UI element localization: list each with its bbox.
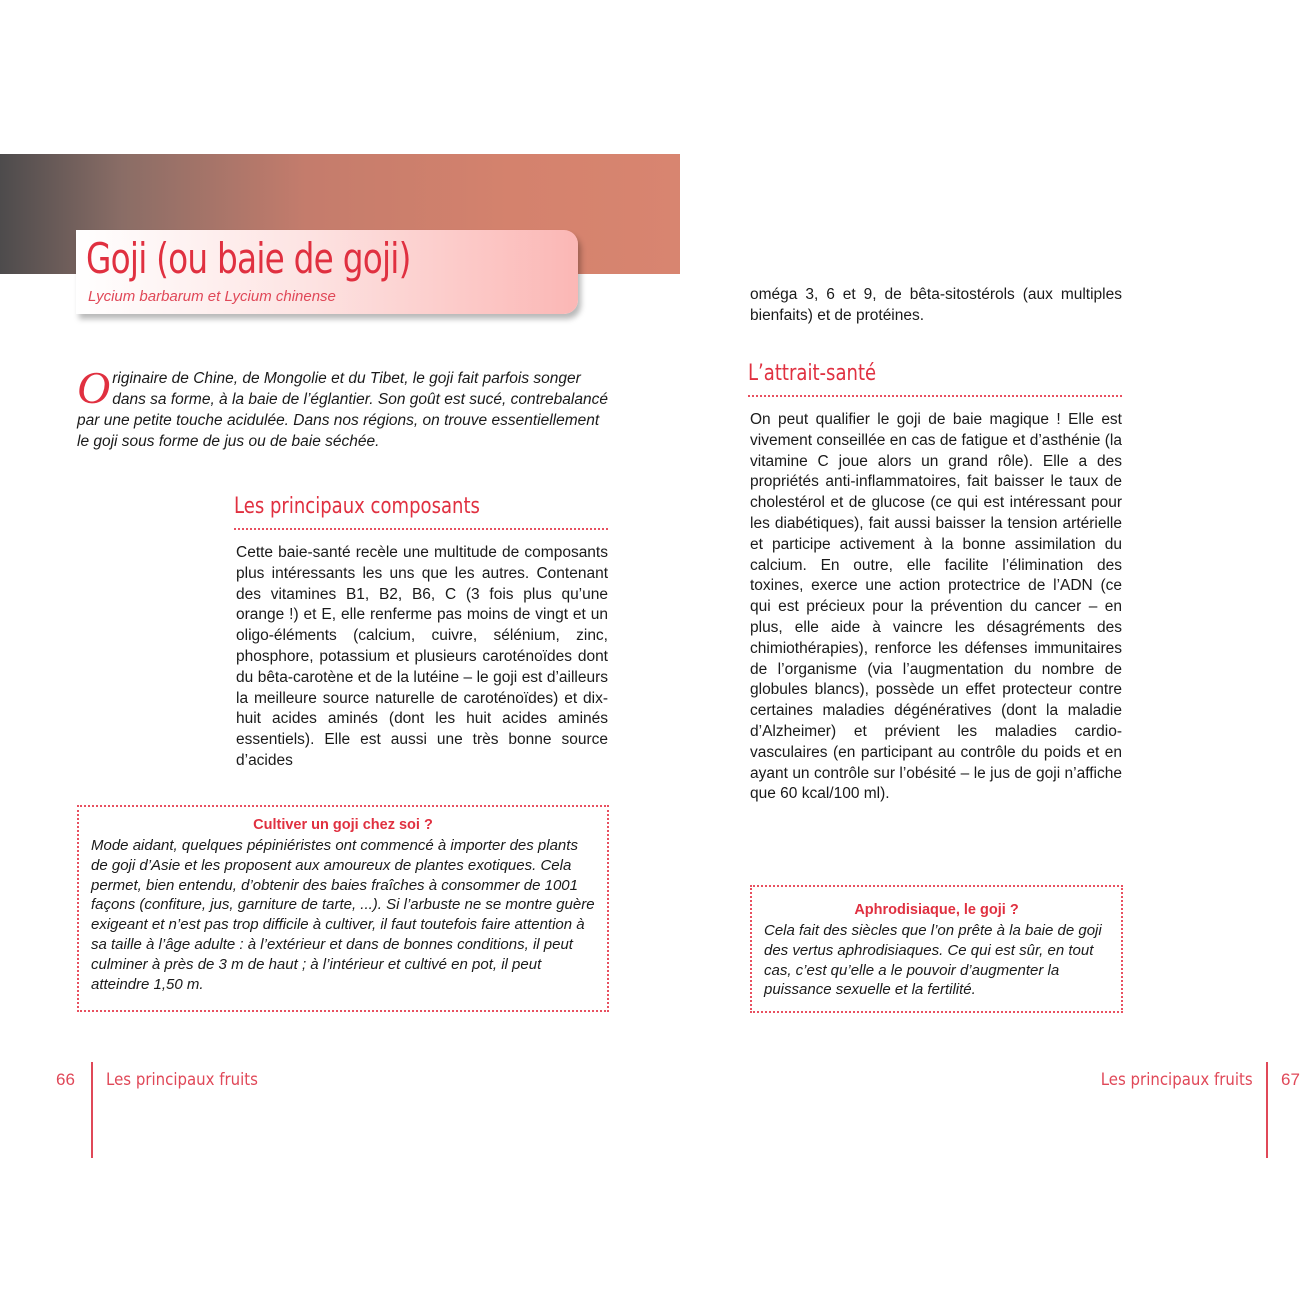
composants-text: Cette baie-santé recèle une multitude de composants plus intéressants les uns que les autres. Contenant des vitamines B1, B2, B6, C (3 fois plus qu’une orange !) et E, elle renferme pas moins de vingt et un oligo-éléments (calcium, cuivre, sélénium, zinc, phosphore, potassium et plusieurs caroténoïdes dont du bêta-carotène et de la lutéine – le goji est d’ailleurs la meilleure source naturelle de caroténoïdes) et dix-huit acides aminés (dont les huit acides aminés essentiels). Elle est aussi une très bonne source d’acides [236, 544, 608, 769]
page-title: Goji (ou baie de goji) [86, 234, 411, 283]
sidebar-box-cultiver [77, 805, 609, 1012]
heading-attrait-sante: L’attrait-santé [748, 361, 877, 386]
attrait-sante-text: On peut qualifier le goji de baie magique ! Elle est vivement conseillée en cas de fatigue et d’asthénie (la vitamine C joue alors un grand rôle). Elle a des propriétés anti-inflammatoires, fait baisser le taux de cholestérol et de glucose (ce qui est intéressant pour les diabétiques), fait aussi baisser la tension artérielle et participe activement à la bonne assimilation du calcium. En outre, elle facilite l’élimination des toxines, exerce une action protectrice de l’ADN (ce qui est précieux pour la prévention du cancer – en plus, elle aide à vaincre les désagréments des chimiothérapies), renforce les défenses immunitaires de l’organisme (via l’augmentation du nombre de globules blancs), possède un effet protecteur contre certaines maladies dégénératives (dont la maladie d’Alzheimer) et prévient les maladies cardio-vasculaires (en participant au contrôle du poids et en ayant un contrôle sur l’obésité – le jus de goji n’affiche que 60 kcal/100 ml). [750, 411, 1122, 803]
page-number-left: 66 [56, 1070, 75, 1089]
sidebar-box-aphrodisiaque [750, 885, 1123, 1013]
intro-text: riginaire de Chine, de Mongolie et du Tibet, le goji fait parfois songer dans sa forme, à la baie de l’églantier. Son goût est sucé, contrebalancé par une petite touche acidulée. Dans nos régions, on trouve essentiellement le goji sous forme de jus ou de baie séchée. [77, 370, 608, 450]
drop-cap: O [77, 362, 111, 413]
footer-label-left: Les principaux fruits [106, 1070, 258, 1090]
box-title: Aphrodisiaque, le goji ? [854, 902, 1019, 918]
page-number-right: 67 [1281, 1070, 1300, 1089]
box-text: Cela fait des siècles que l’on prête à la baie de goji des vertus aphrodisiaques. Ce qui est sûr, en tout cas, c’est qu’elle a le pouvoir d’augmenter la puissance sexuelle et la fertilité. [764, 922, 1102, 999]
box-text: Mode aidant, quelques pépiniéristes ont commencé à importer des plants de goji d’Asie et les proposent aux amoureux de plantes exotiques. Cela permet, bien entendu, d’obtenir des baies fraîches à consommer de 1001 façons (confiture, jus, garniture de tarte, ...). Si l’arbuste ne se montre guère exigeant et n’est pas trop difficile à cultiver, il faut toutefois faire attention à sa taille à l’âge adulte : à l’extérieur et dans de bonnes conditions, il peut culminer à près de 3 m de haut ; à l’intérieur et cultivé en pot, il peut atteindre 1,50 m. [91, 837, 595, 993]
latin-name: Lycium barbarum et Lycium chinense [88, 288, 336, 305]
footer-label-right: Les principaux fruits [1101, 1070, 1253, 1090]
heading-rule [748, 395, 1122, 397]
box-title: Cultiver un goji chez soi ? [253, 817, 433, 833]
heading-composants: Les principaux composants [234, 494, 480, 519]
intro-paragraph [77, 362, 612, 452]
footer-divider-left [91, 1062, 93, 1158]
title-box [76, 230, 578, 314]
footer-divider-right [1266, 1062, 1268, 1158]
composants-continuation: oméga 3, 6 et 9, de bêta-sitostérols (aux multiples bienfaits) et de protéines. [750, 286, 1122, 324]
heading-rule [234, 528, 608, 530]
